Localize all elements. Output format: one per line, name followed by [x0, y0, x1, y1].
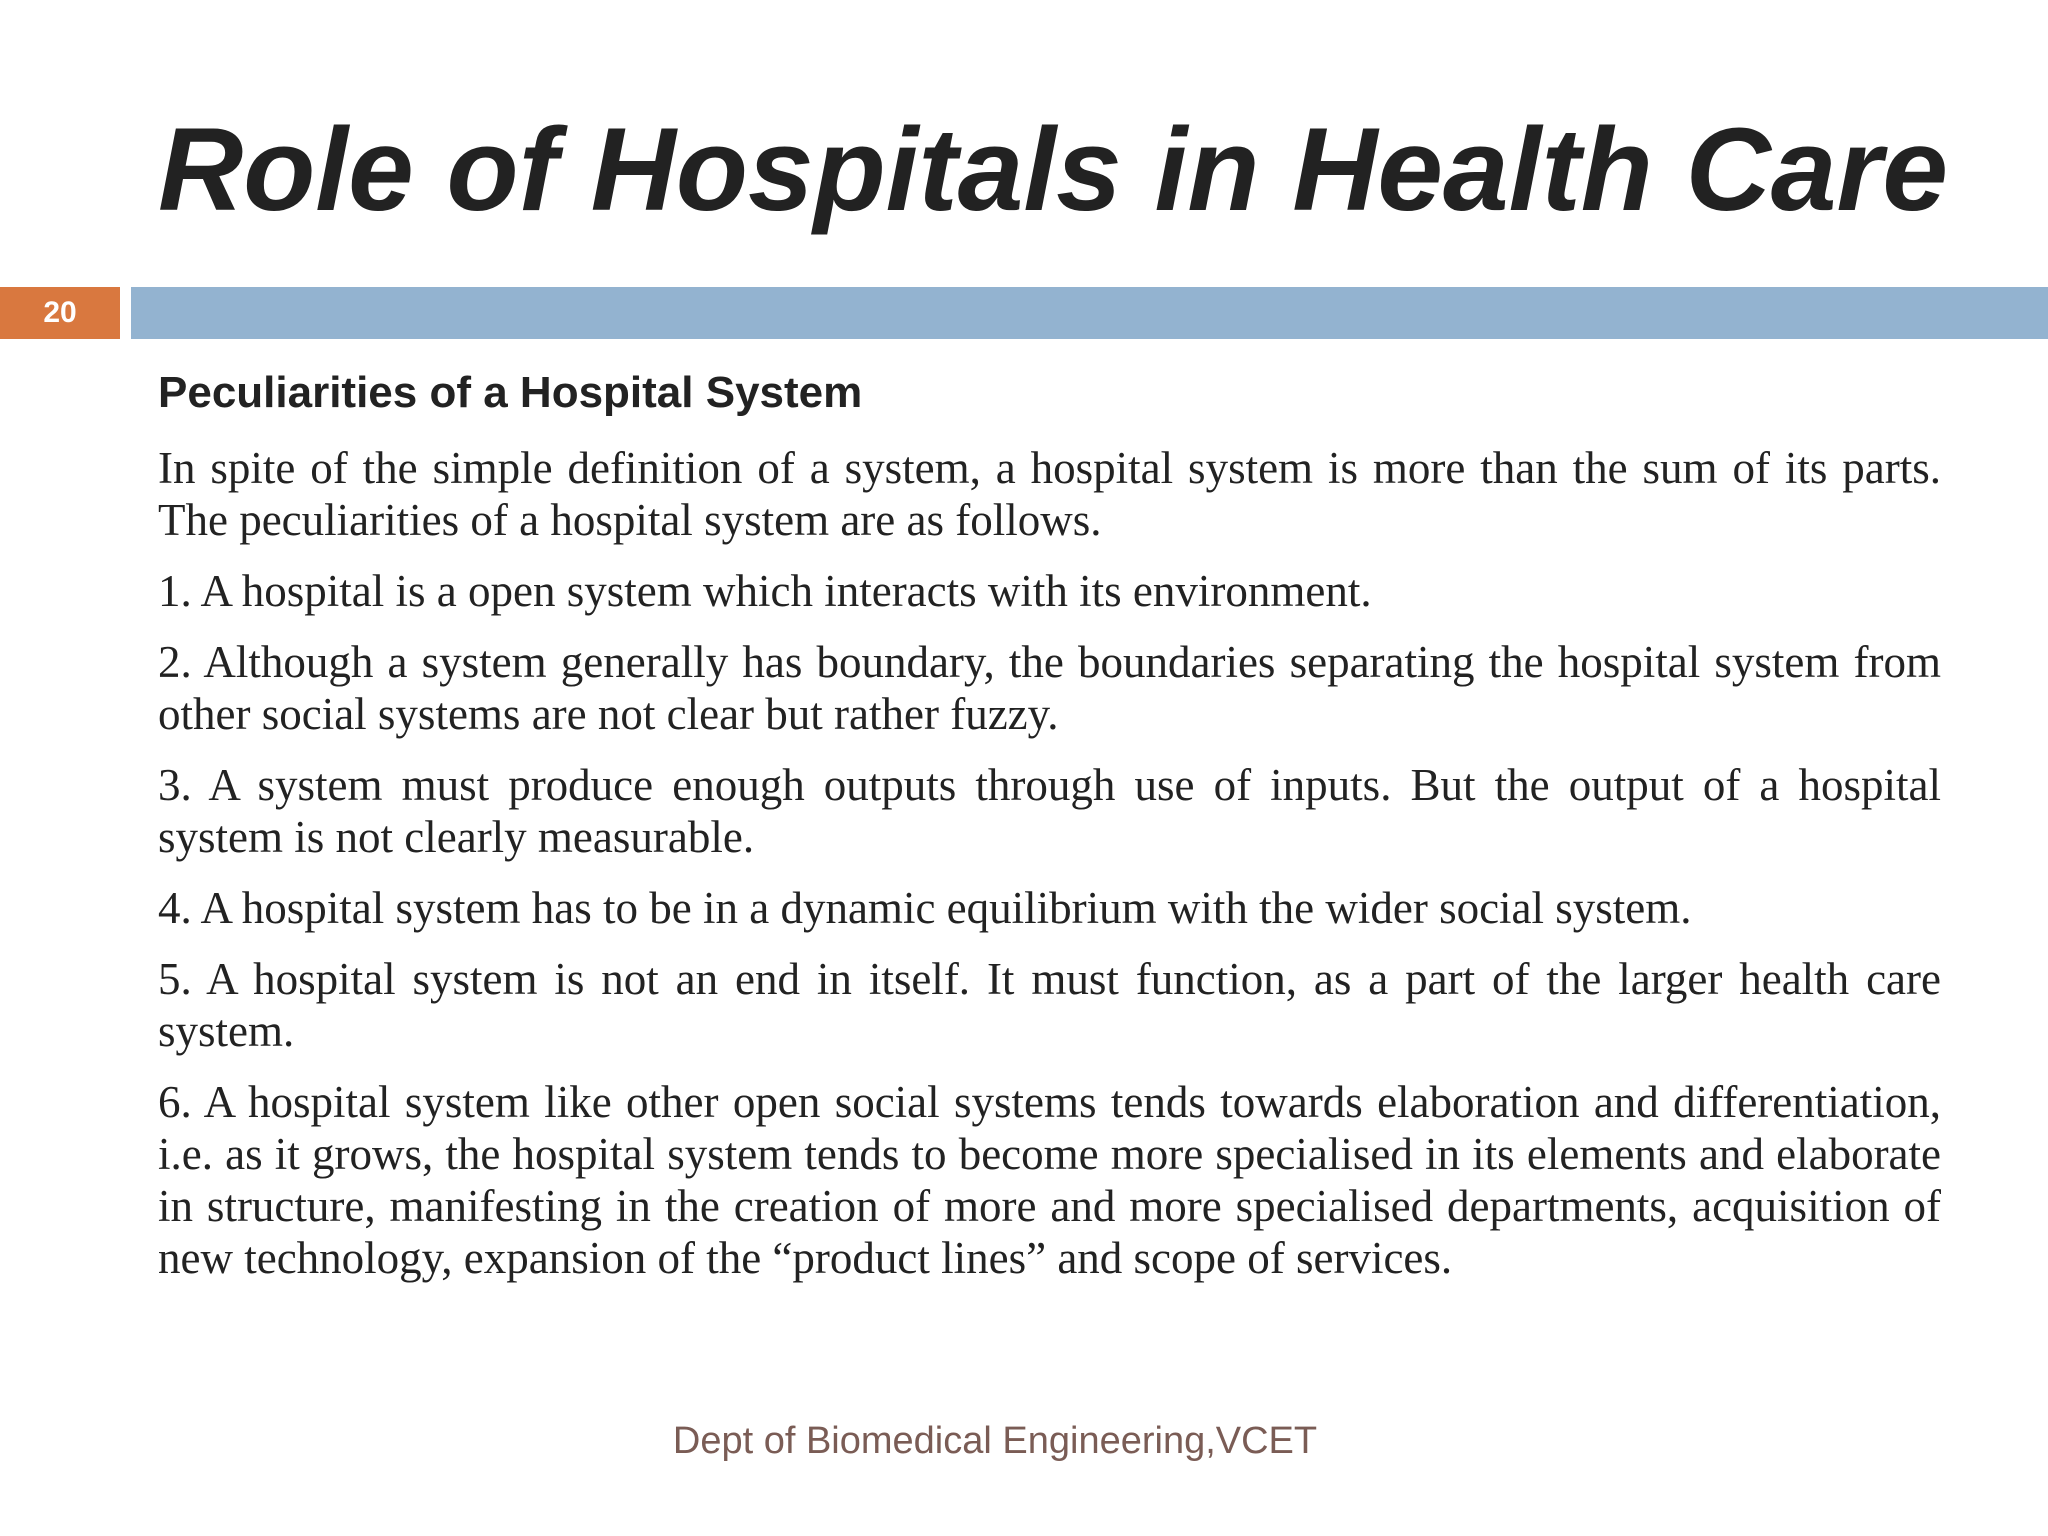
- point-4: 4. A hospital system has to be in a dynamic equilibrium with the wider social system.: [158, 883, 1692, 933]
- slide-content: [158, 364, 1941, 1303]
- slide-number-badge: 20: [0, 287, 120, 339]
- footer-text: Dept of Biomedical Engineering,VCET: [672, 1420, 1318, 1462]
- title-divider-bar: [131, 287, 2048, 339]
- point-2: 2. Although a system generally has boundary, the boundaries separating the hospital system from other social systems are not clear but rather fuzzy.: [158, 637, 1941, 739]
- point-5: 5. A hospital system is not an end in itself. It must function, as a part of the larger health care system.: [158, 954, 1941, 1056]
- point-1: 1. A hospital is a open system which interacts with its environment.: [158, 566, 1372, 616]
- point-6: 6. A hospital system like other open social systems tends towards elaboration and differentiation, i.e. as it grows, the hospital system tends to become more specialised in its elements and elaborate in structure, manifesting in the creation of more and more specialised departments, acquisition of new technology, expansion of the “product lines” and scope of services.: [158, 1077, 1941, 1283]
- slide-title: Role of Hospitals in Health Care: [158, 104, 1948, 236]
- point-3: 3. A system must produce enough outputs through use of inputs. But the output of a hospital system is not clearly measurable.: [158, 760, 1941, 862]
- intro-paragraph: In spite of the simple definition of a system, a hospital system is more than the sum of its parts. The peculiarities of a hospital system are as follows.: [158, 443, 1941, 545]
- section-heading: Peculiarities of a Hospital System: [158, 368, 863, 417]
